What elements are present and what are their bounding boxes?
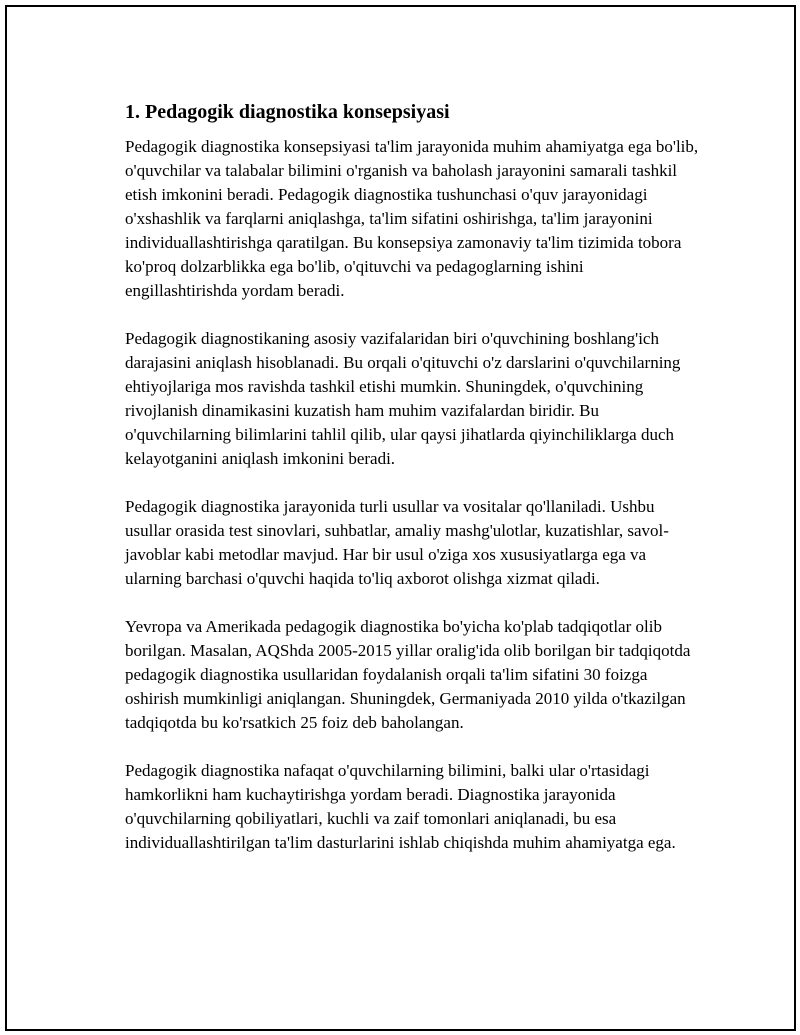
paragraph-1: Pedagogik diagnostika konsepsiyasi ta'lim jarayonida muhim ahamiyatga ega bo'lib, o'quvchilar va talabalar bilimini o'rganish va baholash jarayonini samarali tashkil etish imkonini beradi. Pedagogik diagnostika tushunchasi o'quv jarayonidagi o'xshashlik va farqlarni aniqlashga, ta'lim sifatini oshirishga, ta'lim jarayonini individuallashtirishga qaratilgan. Bu konsepsiya zamonaviy ta'lim tizimida tobora ko'proq dolzarblikka ega bo'lib, o'qituvchi va pedagoglarning ishini engillashtirishda yordam beradi. bbox=[125, 137, 699, 300]
paragraph-3: Pedagogik diagnostika jarayonida turli usullar va vositalar qo'llaniladi. Ushbu usullar orasida test sinovlari, suhbatlar, amaliy mashg'ulotlar, kuzatishlar, savol-javoblar kabi metodlar mavjud. Har bir usul o'ziga xos xususiyatlarga ega va ularning barchasi o'quvchi haqida to'liq axborot olishga xizmat qiladi. bbox=[125, 497, 669, 588]
section-title: 1. Pedagogik diagnostika konsepsiyasi bbox=[125, 101, 450, 123]
document-body bbox=[125, 99, 700, 879]
paragraph-2: Pedagogik diagnostikaning asosiy vazifalaridan biri o'quvchining boshlang'ich darajasini aniqlash hisoblanadi. Bu orqali o'qituvchi o'z darslarini o'quvchilarning ehtiyojlariga mos ravishda tashkil etishi mumkin. Shuningdek, o'quvchining rivojlanish dinamikasini kuzatish ham muhim vazifalardan biridir. Bu o'quvchilarning bilimlarini tahlil qilib, ular qaysi jihatlarda qiyinchiliklarga duch kelayotganini aniqlash imkonini beradi. bbox=[125, 329, 681, 468]
page-frame bbox=[5, 5, 796, 1031]
paragraph-4: Yevropa va Amerikada pedagogik diagnostika bo'yicha ko'plab tadqiqotlar olib borilgan. Masalan, AQShda 2005-2015 yillar oralig'ida olib borilgan bir tadqiqotda pedagogik diagnostika usullaridan foydalanish orqali ta'lim sifatini 30 foizga oshirish mumkinligi aniqlangan. Shuningdek, Germaniyada 2010 yilda o'tkazilgan tadqiqotda bu ko'rsatkich 25 foiz deb baholangan. bbox=[125, 617, 691, 732]
paragraph-5: Pedagogik diagnostika nafaqat o'quvchilarning bilimini, balki ular o'rtasidagi hamkorlikni ham kuchaytirishga yordam beradi. Diagnostika jarayonida o'quvchilarning qobiliyatlari, kuchli va zaif tomonlari aniqlanadi, bu esa individuallashtirilgan ta'lim dasturlarini ishlab chiqishda muhim ahamiyatga ega. bbox=[125, 761, 676, 852]
